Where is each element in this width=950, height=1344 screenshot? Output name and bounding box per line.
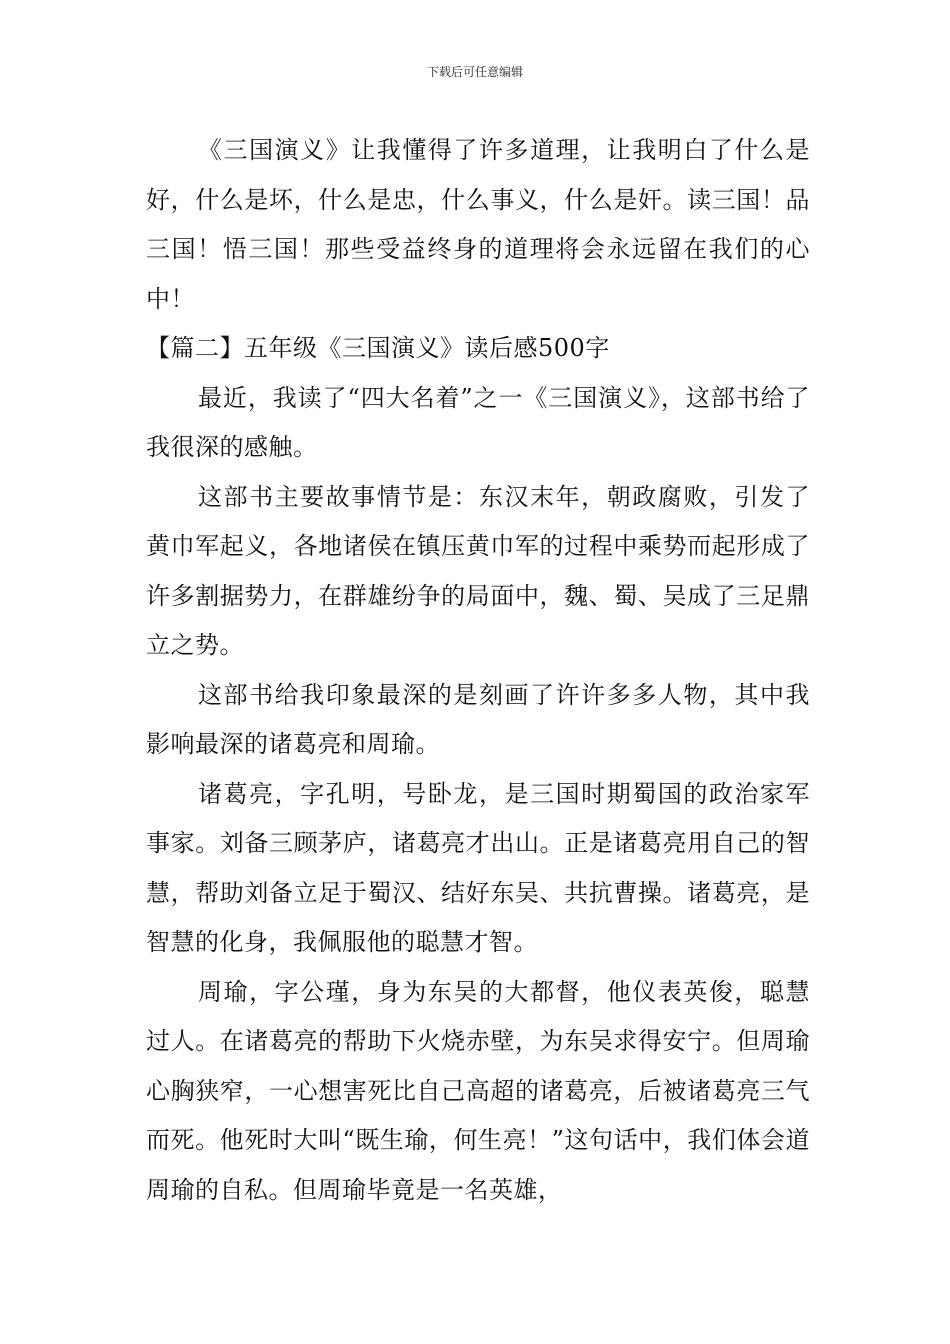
document-body xyxy=(146,126,810,1215)
paragraph-conclusion: 《三国演义》让我懂得了许多道理，让我明白了什么是好，什么是坏，什么是忠，什么事义，什么是奸。读三国！品三国！悟三国！那些受益终身的道理将会永远留在我们的心中！ xyxy=(146,136,810,313)
paragraph-zhuge-liang: 诸葛亮，字孔明，号卧龙，是三国时期蜀国的政治家军事家。刘备三顾茅庐，诸葛亮才出山。正是诸葛亮用自己的智慧，帮助刘备立足于蜀汉、结好东吴、共抗曹操。诸葛亮，是智慧的化身，我佩服他的聪慧才智。 xyxy=(146,779,810,956)
paragraph-intro: 最近，我读了“四大名着”之一《三国演义》，这部书给了我很深的感触。 xyxy=(146,383,810,461)
paragraph-plot: 这部书主要故事情节是：东汉末年，朝政腐败，引发了黄巾军起义，各地诸侯在镇压黄巾军的过程中乘势而起形成了许多割据势力，在群雄纷争的局面中，魏、蜀、吴成了三足鼎立之势。 xyxy=(146,482,810,659)
paragraph-zhou-yu: 周瑜，字公瑾，身为东吴的大都督，他仪表英俊，聪慧过人。在诸葛亮的帮助下火烧赤壁，为东吴求得安宁。但周瑜心胸狭窄，一心想害死比自己高超的诸葛亮，后被诸葛亮三气而死。他死时大叫“既生瑜，何生亮！”这句话中，我们体会道周瑜的自私。但周瑜毕竟是一名英雄， xyxy=(146,977,810,1204)
page-header-note: 下载后可任意编辑 xyxy=(426,65,523,79)
section-heading: 【篇二】五年级《三国演义》读后感500字 xyxy=(146,334,610,362)
paragraph-characters: 这部书给我印象最深的是刻画了许许多多人物，其中我影响最深的诸葛亮和周瑜。 xyxy=(146,680,810,758)
